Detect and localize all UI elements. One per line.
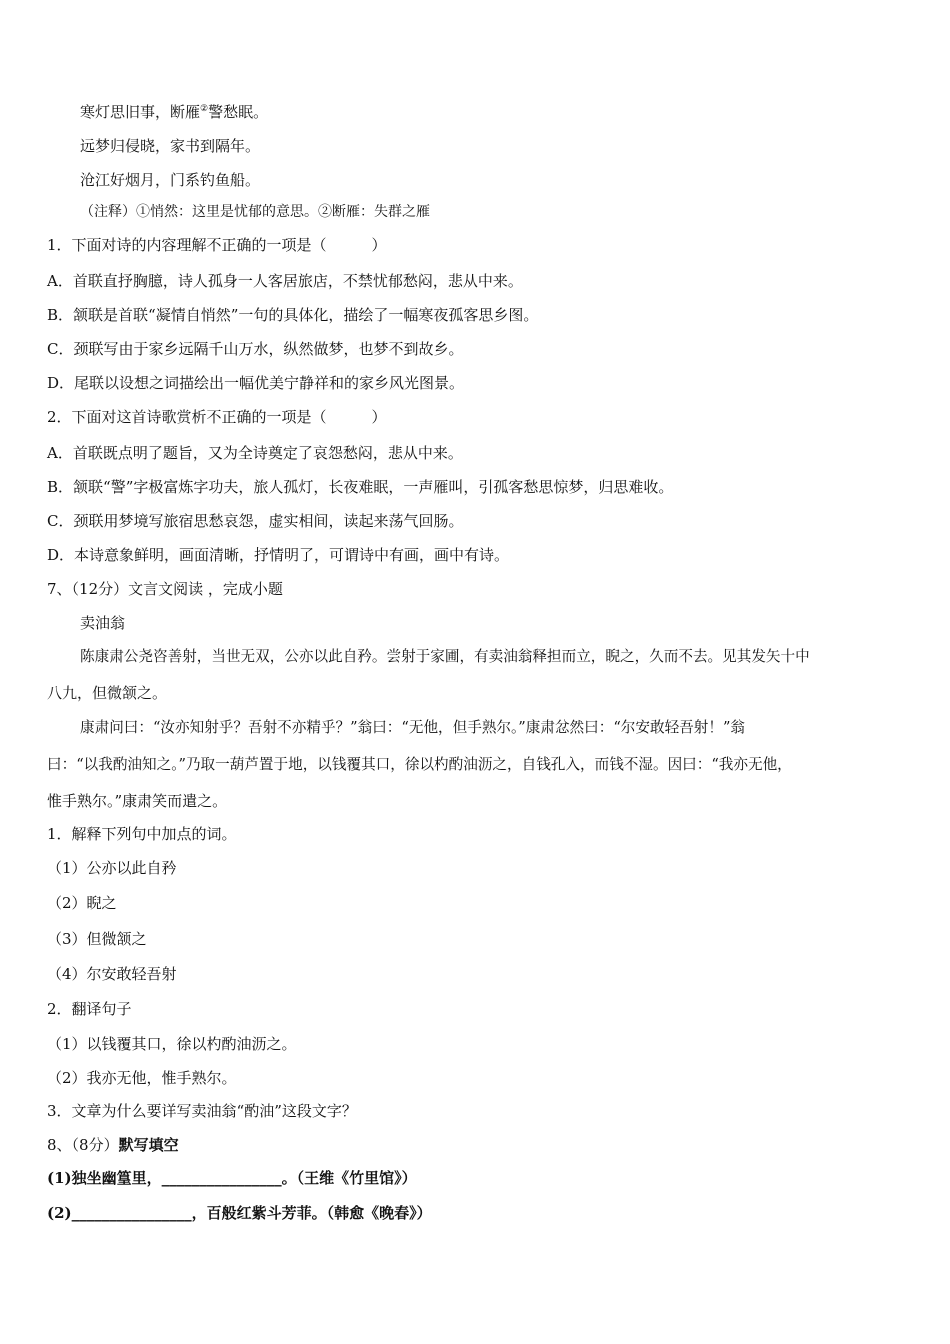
sub-item: （4）尔安敢轻吾射 xyxy=(47,965,177,983)
sub-question: 2．翻译句子 xyxy=(47,1000,132,1018)
poem-line-2: 远梦归侵晓，家书到隔年。 xyxy=(80,137,261,155)
option-b: B．颔联“警”字极富炼字功夫，旅人孤灯，长夜难眠，一声雁叫，引孤客愁思惊梦，归思难收。 xyxy=(47,478,674,496)
fill-blank-line-1: (1)独坐幽篁里，________________。（王维《竹里馆》） xyxy=(47,1169,417,1187)
answer-blank[interactable]: ________________ xyxy=(161,1169,282,1187)
option-d: D．本诗意象鲜明，画面清晰，抒情明了，可谓诗中有画，画中有诗。 xyxy=(47,546,510,564)
option-c: C．颈联用梦境写旅宿思愁哀怨，虚实相间，读起来荡气回肠。 xyxy=(47,512,464,530)
option-d: D．尾联以设想之词描绘出一幅优美宁静祥和的家乡风光图景。 xyxy=(47,374,465,392)
option-a: A．首联直抒胸臆，诗人孤身一人客居旅店，不禁忧郁愁闷，悲从中来。 xyxy=(47,272,523,290)
question-stem: 2．下面对这首诗歌赏析不正确的一项是（ ） xyxy=(47,408,387,426)
passage-title: 卖油翁 xyxy=(80,614,126,632)
sub-question: 1．解释下列句中加点的词。 xyxy=(47,825,237,843)
answer-blank[interactable]: ________________ xyxy=(71,1204,192,1222)
option-b: B．颔联是首联“凝情自悄然”一句的具体化，描绘了一幅寒夜孤客思乡图。 xyxy=(47,306,539,324)
section-heading: 7、（12分）文言文阅读 ，完成小题 xyxy=(47,580,283,598)
sub-item: （1）以钱覆其口，徐以杓酌油沥之。 xyxy=(47,1035,297,1053)
section-heading: 8、（8分）默写填空 xyxy=(47,1136,179,1154)
poem-line-1: 寒灯思旧事，断雁②警愁眠。 xyxy=(80,103,269,121)
sub-item: （2）睨之 xyxy=(47,894,117,912)
passage-paragraph-1-line-2: 八九，但微颔之。 xyxy=(47,684,168,702)
footnote-marker: ② xyxy=(200,104,209,114)
sub-item: （3）但微颔之 xyxy=(47,930,147,948)
option-a: A．首联既点明了题旨，又为全诗奠定了哀怨愁闷，悲从中来。 xyxy=(47,444,463,462)
passage-paragraph-1-line-1: 陈康肃公尧咨善射，当世无双，公亦以此自矜。尝射于家圃，有卖油翁释担而立，睨之，久而不去。见其发矢十中 xyxy=(80,648,810,665)
question-stem: 1．下面对诗的内容理解不正确的一项是（ ） xyxy=(47,236,387,254)
passage-paragraph-2-line-2: 曰：“以我酌油知之。”乃取一葫芦置于地，以钱覆其口，徐以杓酌油沥之，自钱孔入，而钱不湿。因曰：“我亦无他， xyxy=(47,756,792,773)
sub-question: 3．文章为什么要详写卖油翁“酌油”这段文字？ xyxy=(47,1102,357,1120)
sub-item: （2）我亦无他，惟手熟尔。 xyxy=(47,1069,237,1087)
passage-paragraph-2-line-3: 惟手熟尔。”康肃笑而遣之。 xyxy=(47,792,228,810)
poem-annotation: （注释）①悄然：这里是忧郁的意思。②断雁：失群之雁 xyxy=(80,204,430,220)
fill-blank-line-2: (2)________________，百般红紫斗芳菲。（韩愈《晚春》） xyxy=(47,1204,432,1222)
sub-item: （1）公亦以此自矜 xyxy=(47,859,177,877)
poem-line-3: 沧江好烟月，门系钓鱼船。 xyxy=(80,171,261,189)
option-c: C．颈联写由于家乡远隔千山万水，纵然做梦，也梦不到故乡。 xyxy=(47,340,464,358)
passage-paragraph-2-line-1: 康肃问曰：“汝亦知射乎？吾射不亦精乎？”翁曰：“无他，但手熟尔。”康肃忿然曰：“尔安敢轻吾射！”翁 xyxy=(80,719,745,736)
